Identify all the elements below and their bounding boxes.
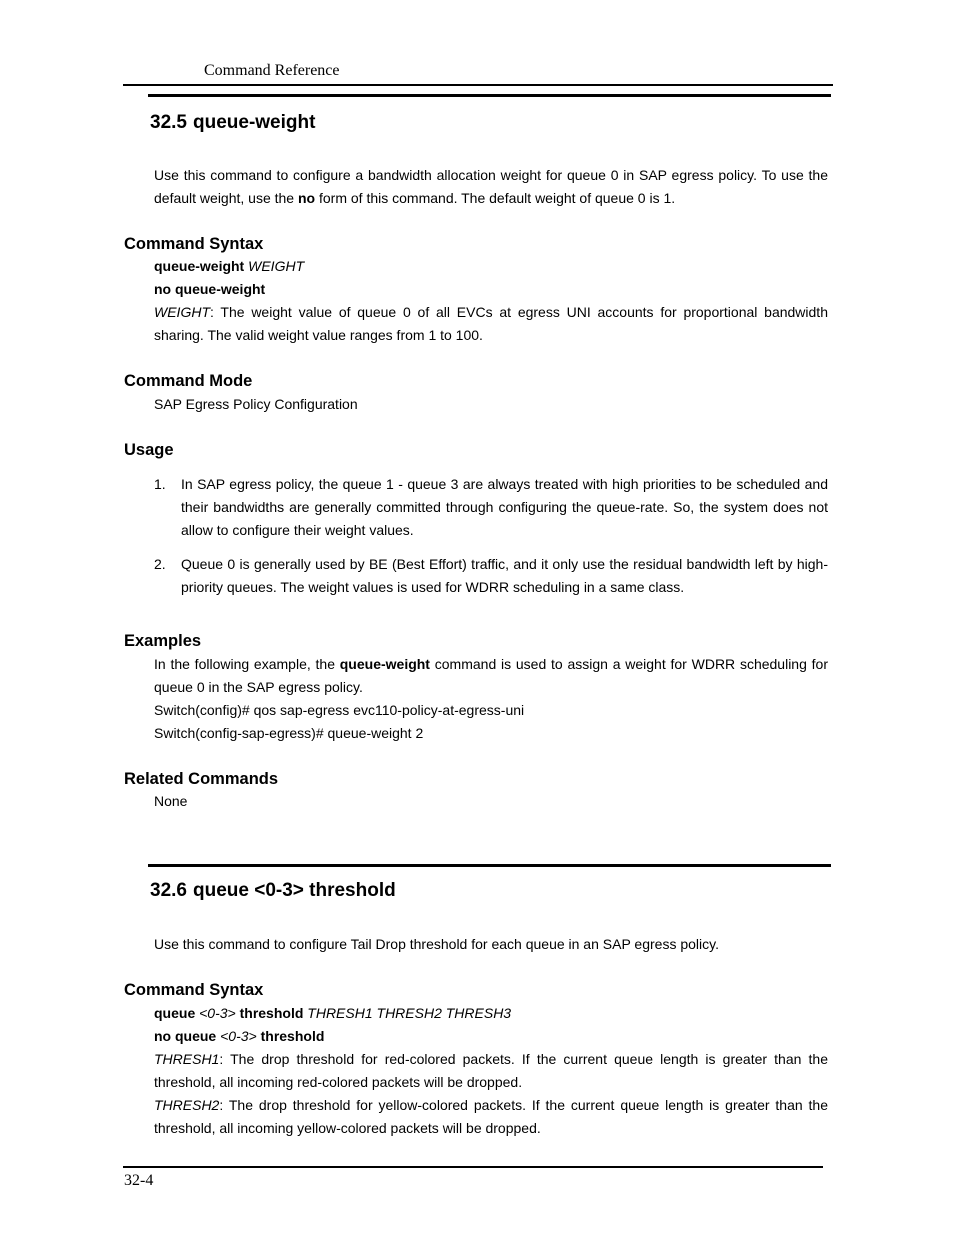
param-desc: : The weight value of queue 0 of all EVCs at egress UNI accounts for proportional bandwidth sharing. The valid weight value ranges from 1 to 100. <box>154 304 828 343</box>
header-rule <box>123 84 833 86</box>
syntax-line-no <box>154 1025 828 1048</box>
usage-heading: Usage <box>124 441 174 459</box>
section-intro: Use this command to configure Tail Drop threshold for each queue in an SAP egress policy. <box>154 936 719 952</box>
related-text: None <box>154 793 188 809</box>
param-name: THRESH1 <box>154 1051 220 1067</box>
section-rule <box>148 94 831 97</box>
mode-text: SAP Egress Policy Configuration <box>154 396 358 412</box>
syntax-line-no: no queue-weight <box>154 281 266 297</box>
related-heading: Related Commands <box>124 770 279 788</box>
syntax-params: THRESH1 THRESH2 THRESH3 <box>307 1005 512 1021</box>
syntax-heading: Command Syntax <box>124 235 264 253</box>
footer-rule <box>123 1166 823 1168</box>
syntax-keyword: threshold <box>260 1028 325 1044</box>
syntax-command: queue-weight <box>154 258 245 274</box>
syntax-heading: Command Syntax <box>124 981 264 999</box>
syntax-keyword: threshold <box>239 1005 304 1021</box>
syntax-block <box>154 1002 828 1140</box>
list-item-text: Queue 0 is generally used by BE (Best Effort) traffic, and it only use the residual bandwidth left by high-priority queues. The weight values is used for WDRR scheduling in a same class. <box>181 556 828 595</box>
examples-heading: Examples <box>124 632 202 650</box>
examples-text-end: command is used to assign a weight for WDRR scheduling for queue 0 in the SAP egress policy. <box>154 656 828 695</box>
syntax-block <box>154 255 828 347</box>
param-description <box>154 301 828 347</box>
param-description <box>154 1048 828 1094</box>
list-item-text: In SAP egress policy, the queue 1 - queue 3 are always treated with high priorities to be scheduled and their bandwidths are generally committed through configuring the queue-rate. So, the system does not allow to configure their weight values. <box>181 476 828 538</box>
section-intro <box>154 164 828 210</box>
syntax-param: <0-3> <box>199 1005 236 1021</box>
syntax-command: no queue <box>154 1028 217 1044</box>
example-command: Switch(config-sap-egress)# queue-weight 2 <box>154 725 424 741</box>
examples-intro <box>154 653 828 699</box>
intro-bold: no <box>298 190 316 206</box>
param-desc: : The drop threshold for yellow-colored packets. If the current queue length is greater than the threshold, all incoming yellow-colored packets will be dropped. <box>154 1097 828 1136</box>
usage-list-item <box>154 473 828 542</box>
usage-list-item <box>154 553 828 599</box>
list-number: 1. <box>154 476 166 492</box>
section-number: 32.6 <box>150 880 187 901</box>
examples-bold: queue-weight <box>339 656 430 672</box>
example-command: Switch(config)# qos sap-egress evc110-policy-at-egress-uni <box>154 702 525 718</box>
param-name: THRESH2 <box>154 1097 220 1113</box>
examples-text: In the following example, the <box>154 656 340 672</box>
page-number: 32-4 <box>124 1172 154 1189</box>
section-rule <box>148 864 831 867</box>
syntax-param: <0-3> <box>220 1028 257 1044</box>
intro-text: Use this command to configure a bandwidth allocation weight for queue 0 in SAP egress policy. To use the default weight, use the <box>154 167 828 206</box>
examples-block <box>154 653 828 745</box>
running-header: Command Reference <box>204 62 340 79</box>
param-description <box>154 1094 828 1140</box>
section-heading <box>150 112 315 134</box>
section-title: queue-weight <box>193 112 316 133</box>
syntax-command: queue <box>154 1005 196 1021</box>
section-number: 32.5 <box>150 112 187 133</box>
section-heading <box>150 880 396 902</box>
syntax-line <box>154 255 828 278</box>
list-number: 2. <box>154 556 166 572</box>
intro-text-end: form of this command. The default weight of queue 0 is 1. <box>315 190 676 206</box>
syntax-param: WEIGHT <box>248 258 305 274</box>
syntax-line <box>154 1002 828 1025</box>
param-name: WEIGHT <box>154 304 210 320</box>
section-title: queue <0-3> threshold <box>193 880 396 901</box>
mode-heading: Command Mode <box>124 372 253 390</box>
param-desc: : The drop threshold for red-colored packets. If the current queue length is greater than the threshold, all incoming red-colored packets will be dropped. <box>154 1051 828 1090</box>
